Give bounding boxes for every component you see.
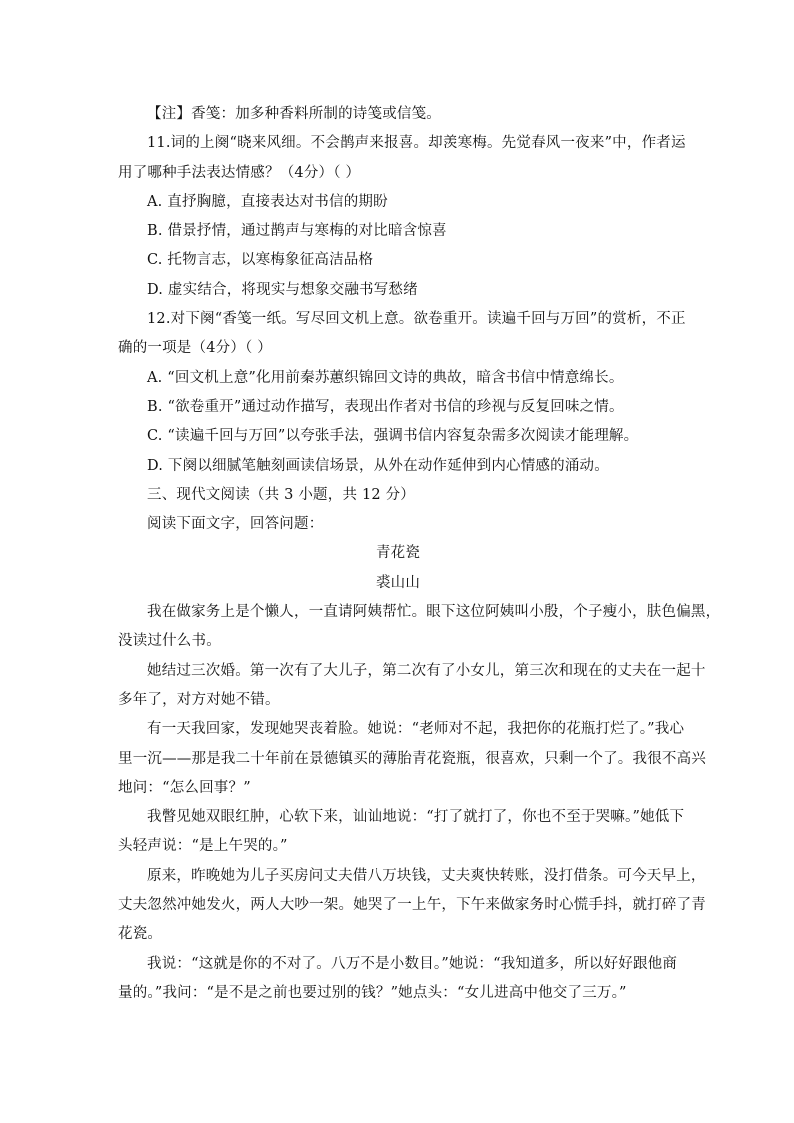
article-author: 裘山山 bbox=[375, 574, 421, 591]
paragraph-line: 地问：“怎么回事？” bbox=[118, 779, 251, 796]
paragraph-line: 花瓷。 bbox=[118, 926, 163, 943]
question-11-stem-line-2: 用了哪种手法表达情感？（4分）（ ） bbox=[118, 164, 361, 181]
article-body bbox=[118, 598, 721, 1008]
section-instruction: 阅读下面文字，回答问题： bbox=[147, 516, 324, 533]
paragraph-line: 多年了，对方对她不错。 bbox=[118, 691, 280, 708]
paragraph-line: 原来，昨晚她为儿子买房问丈夫借八万块钱，丈夫爽快转账，没打借条。可今天早上， bbox=[147, 867, 706, 884]
document-page bbox=[118, 100, 721, 1008]
section-heading: 三、现代文阅读（共 3 小题，共 12 分） bbox=[147, 486, 416, 503]
question-11-option-d: D. 虚实结合，将现实与想象交融书写愁绪 bbox=[147, 281, 418, 298]
question-12-stem-line-1: 12.对下阕“香笺一纸。写尽回文机上意。欲卷重开。读遍千回与万回”的赏析，不正 bbox=[147, 311, 686, 328]
paragraph-line: 没读过什么书。 bbox=[118, 633, 221, 650]
paragraph-line: 我在做家务上是个懒人，一直请阿姨帮忙。眼下这位阿姨叫小殷，个子瘦小，肤色偏黑， bbox=[147, 604, 721, 621]
question-12-option-c: C. “读遍千回与万回”以夸张手法，强调书信内容复杂需多次阅读才能理解。 bbox=[147, 428, 639, 445]
question-12-option-b: B. “欲卷重开”通过动作描写，表现出作者对书信的珍视与反复回味之情。 bbox=[147, 398, 624, 415]
article-paragraph bbox=[118, 950, 678, 1009]
paragraph-line: 里一沉——那是我二十年前在景德镇买的薄胎青花瓷瓶，很喜欢，只剩一个了。我很不高兴 bbox=[118, 750, 706, 767]
paragraph-line: 丈夫忽然冲她发火，两人大吵一架。她哭了一上午，下午来做家务时心慌手抖，就打碎了青 bbox=[118, 897, 706, 914]
paragraph-line: 她结过三次婚。第一次有了大儿子，第二次有了小女儿，第三次和现在的丈夫在一起十 bbox=[147, 662, 706, 679]
article-paragraph bbox=[118, 715, 706, 803]
article-paragraph bbox=[118, 657, 706, 716]
paragraph-line: 有一天我回家，发现她哭丧着脸。她说：“老师对不起，我把你的花瓶打烂了。”我心 bbox=[147, 721, 685, 738]
paragraph-line: 我瞥见她双眼红肿，心软下来，讪讪地说：“打了就打了，你也不至于哭嘛。”她低下 bbox=[147, 809, 685, 826]
question-11-option-b: B. 借景抒情，通过鹊声与寒梅的对比暗含惊喜 bbox=[147, 223, 447, 240]
question-11-option-a: A. 直抒胸臆，直接表达对书信的期盼 bbox=[147, 193, 388, 210]
question-11-stem-line-1: 11.词的上阕“晓来风细。不会鹊声来报喜。却羡寒梅。先觉春风一夜来”中，作者运 bbox=[147, 135, 686, 152]
question-11 bbox=[118, 129, 686, 305]
question-12-option-a: A. “回文机上意”化用前秦苏蕙织锦回文诗的典故，暗含书信中情意绵长。 bbox=[147, 369, 624, 386]
question-12 bbox=[118, 305, 686, 481]
article-title: 青花瓷 bbox=[375, 545, 421, 562]
paragraph-line: 我说：“这就是你的不对了。八万不是小数目。”她说：“我知道多，所以好好跟他商 bbox=[147, 955, 678, 972]
question-11-option-c: C. 托物言志，以寒梅象征高洁品格 bbox=[147, 252, 374, 269]
article-paragraph bbox=[118, 803, 685, 862]
question-12-stem-line-2: 确的一项是（4分）（ ） bbox=[118, 340, 272, 357]
article-paragraph bbox=[118, 598, 721, 657]
paragraph-line: 头轻声说：“是上午哭的。” bbox=[118, 838, 288, 855]
paragraph-line: 量的。”我问：“是不是之前也要过别的钱？”她点头：“女儿进高中他交了三万。” bbox=[118, 984, 627, 1001]
question-12-option-d: D. 下阕以细腻笔触刻画读信场景，从外在动作延伸到内心情感的涌动。 bbox=[147, 457, 609, 474]
article-paragraph bbox=[118, 862, 706, 950]
footnote: 【注】香笺：加多种香料所制的诗笺或信笺。 bbox=[147, 106, 441, 122]
